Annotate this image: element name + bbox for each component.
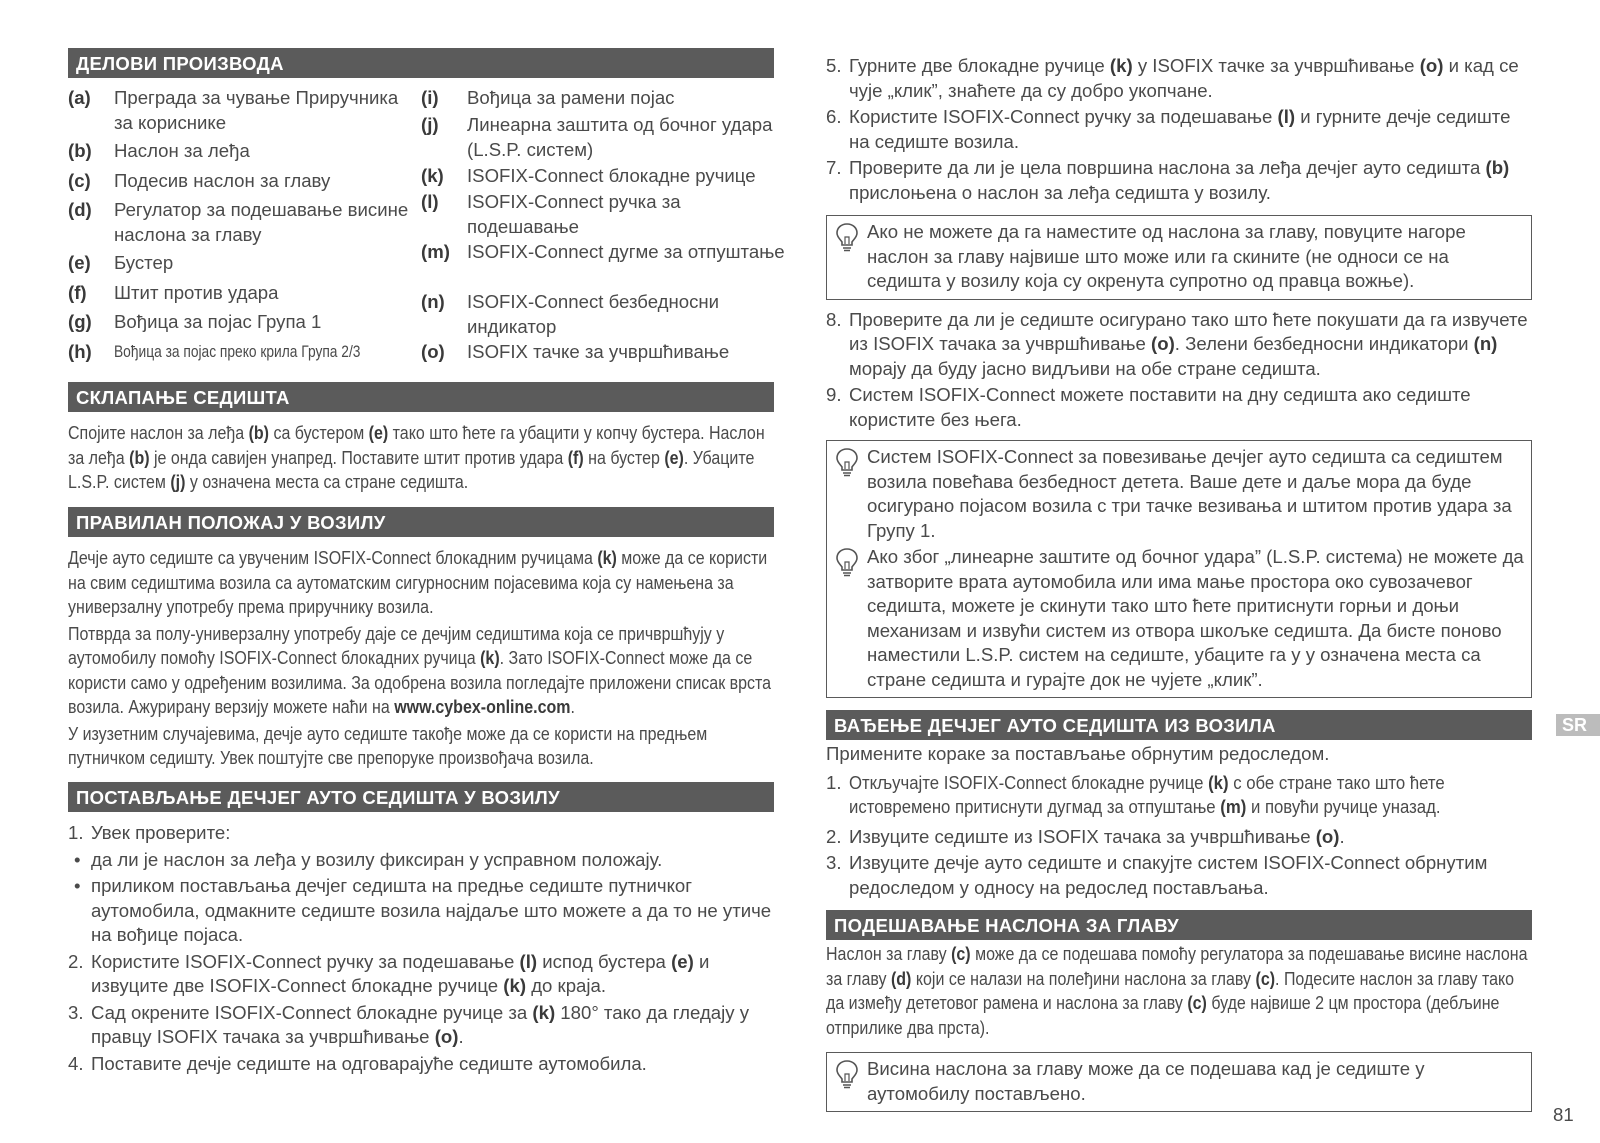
tip-isofix: Систем ISOFIX-Connect за повезивање дечјег ауто седишта са седиштем возила повећава безбедност детета. Ваше дете и даље мора да буде осигурано појасом возила с три тачке везивања и штитом против удара за Групу 1. <box>867 445 1525 543</box>
install-step-8: 8. Проверите да ли је седиште осигурано тако што ћете покушати да га извучете из ISOFIX тачака за учвршћивање (o). Зелени безбедносни индикатори (n) морају да буду јасно видљиви на обе стране седишта. <box>826 308 1528 379</box>
section-heading-install: ПОСТАВЉАЊЕ ДЕЧЈЕГ АУТО СЕДИШТА У ВОЗИЛУ <box>68 782 774 812</box>
removal-step-3: 3. Извуците дечје ауто седиште и спакујте систем ISOFIX-Connect обрнутим редоследом у односу на редослед постављања. <box>826 852 1488 898</box>
assembly-paragraph: Спојите наслон за леђа (b) са бустером (e) тако што ћете га убацити у копчу бустера. Наслон за леђа (b) је онда савијен унапред. Поставите штит против удара (f) на бустер (e). Убаците L.S.P. систем (j) у означена места са стране седишта. <box>68 422 765 492</box>
removal-step-2: 2. Извуците седиште из ISOFIX тачака за учвршћивање (o). <box>826 825 1345 847</box>
position-paragraph-3: У изузетним случајевима, дечје ауто седиште такође може да се користи на предњем путничком седишту. Увек поштујте све препоруке произвођача возила. <box>68 722 708 768</box>
install-steps <box>68 821 774 1076</box>
section-heading-removal: ВАЂЕЊЕ ДЕЧЈЕГ АУТО СЕДИШТА ИЗ ВОЗИЛА <box>826 710 1532 740</box>
install-bullet-1: • да ли је наслон за леђа у возилу фиксиран у усправном положају. <box>74 848 663 870</box>
position-paragraph-1: Дечје ауто седиште са увученим ISOFIX-Connect блокадним ручицама (k) може да се користи на свим седиштима возила са аутоматским сигурносним појасевима која су намењена за универзалну употребу према приручнику возила. <box>68 547 768 617</box>
tip-box-headrest-height <box>826 1052 1532 1112</box>
tip-box-isofix <box>826 440 1532 698</box>
headrest-paragraph: Наслон за главу (c) може да се подешава помоћу регулатора за подешавање висине наслона за главу (d) који се налази на полеђини наслона за главу (c). Подесите наслон за главу тако да између дететовог рамена и наслона за главу (c) буде највише 2 цм простора (дебљине отприлике два прста). <box>826 943 1528 1038</box>
section-heading-parts: ДЕЛОВИ ПРОИЗВОДА <box>68 48 774 78</box>
install-step-9: 9. Систем ISOFIX-Connect можете поставити на дну седишта ако седиште користите без њега. <box>826 384 1471 430</box>
lightbulb-icon <box>834 547 860 577</box>
install-step-4: 4. Поставите дечје седиште на одговарајуће седиште аутомобила. <box>68 1052 647 1074</box>
website-link[interactable]: www.cybex-online.com <box>394 696 571 717</box>
position-paragraph-2: Потврда за полу-универзалну употребу даје се дечјим седиштима која се причвршћују у аутомобилу помоћу ISOFIX-Connect блокадних ручица (k). Зато ISOFIX-Connect може да се користи само у одређеним возилима. За одобрена возила погледајте приложени списак врста возила. Ажурирану верзију можете наћи на www.cybex-online.com. <box>68 622 772 717</box>
parts-list: (a) Преграда за чување Приручника за кориснике (b) Наслон за леђа (c) Подесив наслон за главу (d) Регулатор за подешавање висине наслона за главу (e) Бустер (f) Штит против удара (g) Вођица за појас Група 1 (h) Вођица за појас преко крила Група 2/3 (i) Вођица за рамени појас (j) Линеарна заштита од бочног удара (L.S.P. систем) (k) ISOFIX-Connect блокадне ручице (l) ISOFIX-Connect ручка за подешавање (m) ISOFIX-Connect дугме за отпуштање (n) ISOFIX-Connect безбедносни индикатор (o) ISOFIX тачке за учвршћивање <box>68 87 785 362</box>
left-column <box>68 48 785 1076</box>
section-heading-position: ПРАВИЛАН ПОЛОЖАЈ У ВОЗИЛУ <box>68 507 774 537</box>
tip-headrest: Ако не можете да га наместите од наслона за главу, повуците нагоре наслон за главу највише што може или га скините (не односи се на седишта у возилу која су окренута супротно од правца вожње). <box>867 220 1525 294</box>
install-step-3: 3. Сад окрените ISOFIX-Connect блокадне ручице за (k) 180° тако да гледају у правцу ISOFIX тачака за учвршћивање (o). <box>68 1001 750 1047</box>
install-step-7: 7. Проверите да ли је цела површина наслона за леђа дечјег ауто седишта (b) прислоњена о наслон за леђа седишта у возилу. <box>826 157 1510 203</box>
install-step-1: 1. Увек проверите: <box>68 822 231 843</box>
removal-step-1: 1. Откључајте ISOFIX-Connect блокадне ручице (k) с обе стране тако што ћете истовремено притиснути дугмад за отпуштање (m) и повући ручице уназад. <box>826 771 1445 817</box>
removal-intro: Примените кораке за постављање обрнутим редоследом. <box>826 743 1330 764</box>
tip-lsp: Ако због „линеарне заштите од бочног удара” (L.S.P. система) не можете да затворите врата аутомобила или има мање простора око сувозачевог седишта, можете је скинути тако што ћете притиснути горњи и доњи механизам и извући систем из отвора шкољке седишта. Да бисте поново наместили L.S.P. систем на седиште, убаците га у у означена места са стране седишта и гурајте док не чујете „клик”. <box>867 545 1525 692</box>
lightbulb-icon <box>834 222 860 252</box>
right-column <box>826 54 1532 1112</box>
page-number: 81 <box>1553 1104 1574 1125</box>
lightbulb-icon <box>834 1059 860 1089</box>
install-step-6: 6. Користите ISOFIX-Connect ручку за подешавање (l) и гурните дечје седиште на седиште возила. <box>826 106 1511 152</box>
tip-box-headrest <box>826 215 1532 300</box>
tip-headrest-height: Висина наслона за главу може да се подешава кад је седиште у аутомобилу постављено. <box>867 1057 1525 1106</box>
install-step-5: 5. Гурните две блокадне ручице (k) у ISOFIX тачке за учвршћивање (o) и кад се чује „клик”, знаћете да су добро укопчане. <box>826 55 1519 101</box>
install-step-2: 2. Користите ISOFIX-Connect ручку за подешавање (l) испод бустера (e) и извуците две ISOFIX-Connect блокадне ручице (k) до краја. <box>68 950 710 996</box>
section-heading-assembly: СКЛАПАЊЕ СЕДИШТА <box>68 382 774 412</box>
language-tab: SR <box>1556 714 1600 736</box>
lightbulb-icon <box>834 447 860 477</box>
install-bullet-2: • приликом постављања дечјег седишта на предње седиште путничког аутомобила, одмакните седиште возила најдаље што можете а да то не утиче на вођице појаса. <box>74 875 772 945</box>
section-heading-headrest: ПОДЕШАВАЊЕ НАСЛОНА ЗА ГЛАВУ <box>826 910 1532 940</box>
